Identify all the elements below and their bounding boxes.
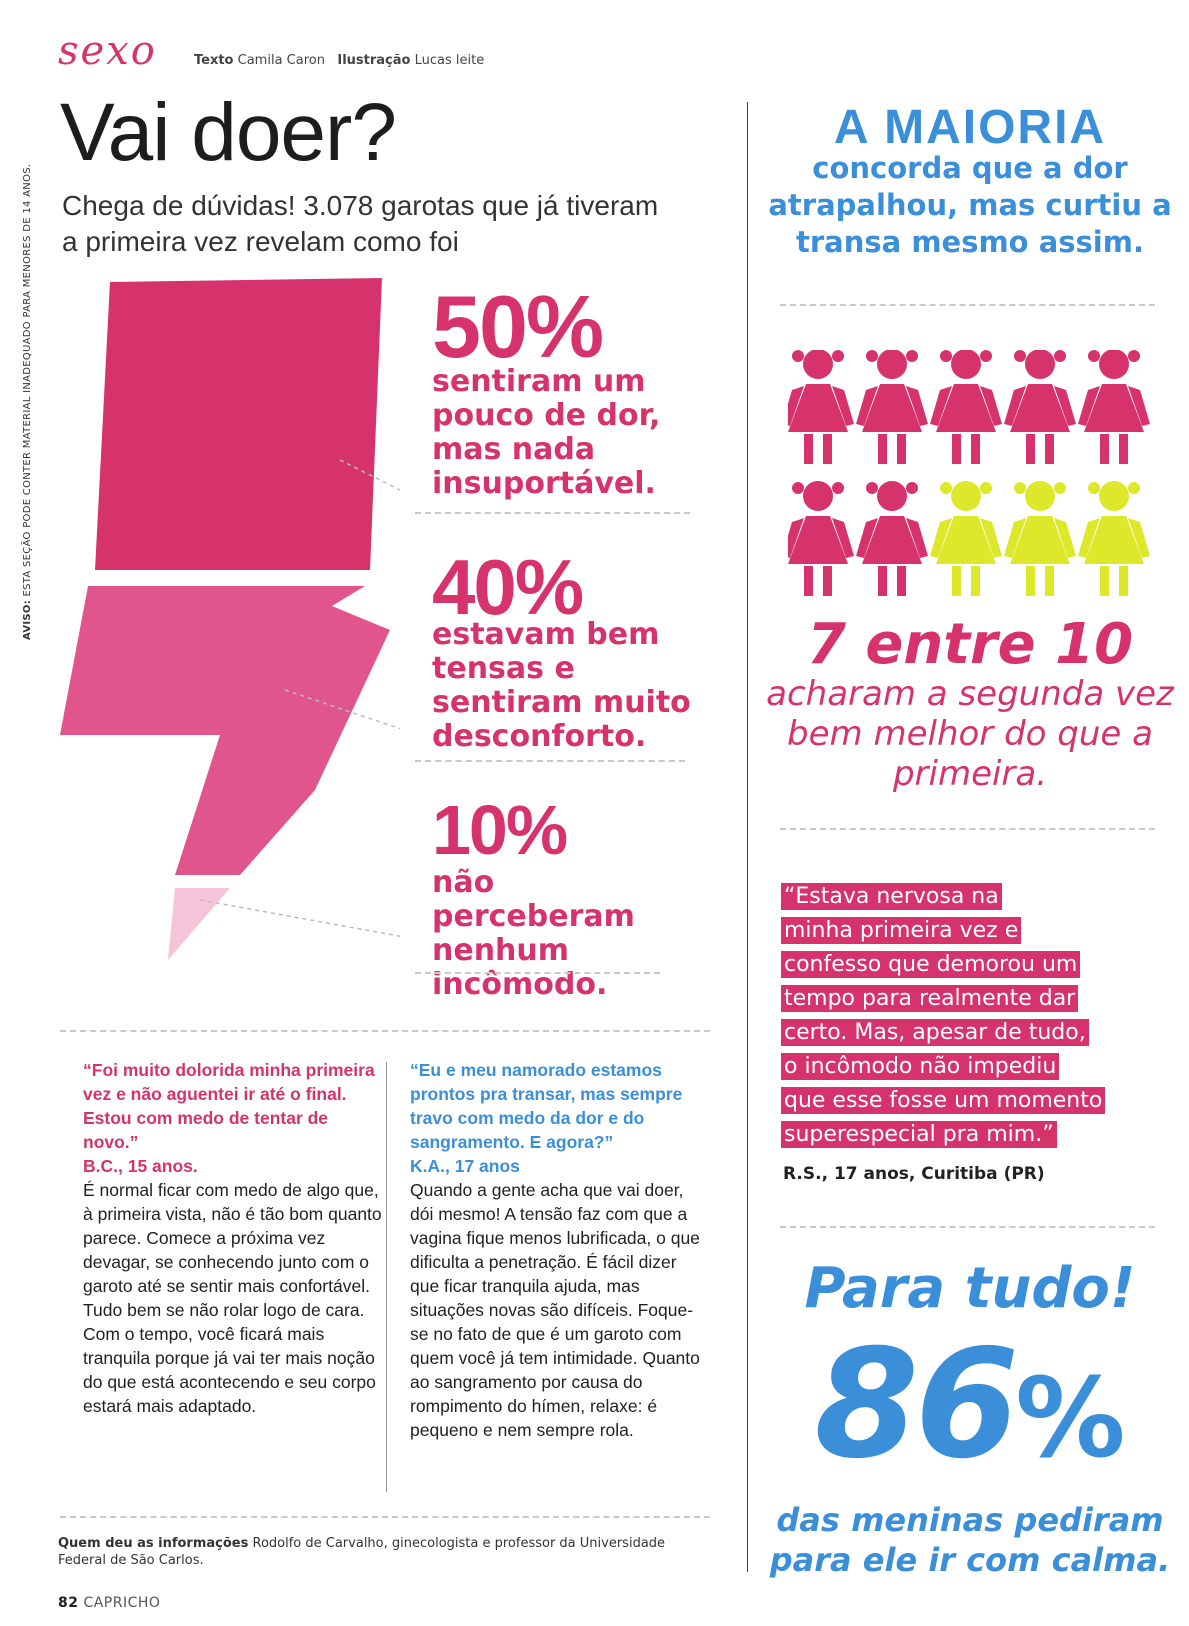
testimonial-line: que esse fosse um momento	[781, 1087, 1105, 1114]
para-tudo-heading: Para tudo!	[804, 1256, 1136, 1321]
credits-illustration-author: Lucas leite	[414, 53, 485, 68]
stat-10-divider	[415, 972, 660, 974]
qa-2-question: “Eu e meu namorado estamos prontos pra transar, mas sempre travo com medo da dor e do sangramento. E agora?”	[410, 1060, 683, 1152]
credits-text-label: Texto	[194, 53, 234, 68]
age-warning-label: AVISO:	[22, 599, 33, 640]
source-divider	[60, 1516, 710, 1518]
stat-40-divider	[415, 760, 685, 762]
section-tag: sexo	[58, 28, 157, 74]
qa-2-author: K.A., 17 anos	[410, 1156, 520, 1176]
sidebar-divider-1	[780, 304, 1155, 306]
girl-icon	[856, 481, 928, 596]
page-number: 82	[58, 1595, 79, 1611]
ratio-text: acharam a segunda vez bem melhor do que a primeira.	[766, 674, 1174, 794]
sidebar-divider-3	[780, 1226, 1155, 1228]
source-text: Rodolfo de Carvalho, ginecologista e professor da Universidade Federal de São Carlos.	[58, 1536, 666, 1568]
stat-40-text: estavam bem tensas e sentiram muito desconforto.	[432, 617, 691, 754]
girl-icon	[856, 350, 928, 464]
stat-50-value: 50%	[432, 277, 603, 376]
qa-1-author: B.C., 15 anos.	[83, 1156, 198, 1176]
testimonial-line: minha primeira vez e	[781, 917, 1021, 944]
girl-icon	[788, 481, 854, 596]
qa-2-answer: Quando a gente acha que vai doer, dói mesmo! A tensão faz com que a vagina fique menos lubrificada, o que dificulta a penetração. É fácil dizer que ficar tranquila ajuda, mas situações novas são difíceis. Foque-se no fato de que é um garoto com quem você já tem intimidade. Quanto ao sangramento por causa do rompimento do hímen, relaxe: é pequeno e nem sempre rola.	[410, 1180, 700, 1440]
credits	[194, 53, 484, 68]
stat-10-text: não perceberam nenhum incômodo.	[432, 865, 635, 1002]
girl-icon	[1004, 481, 1076, 596]
sidebar-divider-2	[780, 828, 1155, 830]
age-warning	[22, 80, 33, 640]
testimonial-author: R.S., 17 anos, Curitiba (PR)	[783, 1164, 1045, 1184]
girl-icon	[1078, 481, 1150, 596]
bolt-segment-40	[60, 586, 390, 875]
testimonial-line: confesso que demorou um	[781, 951, 1080, 978]
article-title: Vai doer?	[60, 87, 396, 178]
big-percent-stat	[760, 1318, 1180, 1492]
page-footer	[58, 1595, 160, 1611]
qa-1-answer: É normal ficar com medo de algo que, à primeira vista, não é tão bom quanto parece. Comece a próxima vez devagar, se conhecendo junto com o garoto até se sentir mais confortável. Tudo bem se não rolar logo de cara. Com o tempo, você ficará mais tranquila porque já vai ter mais noção do que está acontecendo e seu corpo estará mais adaptado.	[83, 1180, 382, 1416]
girl-icon	[930, 481, 1002, 596]
maioria-title: A MAIORIA	[833, 101, 1107, 154]
stat-40-value: 40%	[432, 543, 583, 631]
testimonial-line: tempo para realmente dar	[781, 985, 1078, 1012]
girl-icon	[1004, 350, 1076, 464]
magazine-name: CAPRICHO	[83, 1595, 161, 1611]
testimonial-line: certo. Mas, apesar de tudo,	[781, 1019, 1089, 1046]
testimonial-quote	[781, 880, 1151, 1152]
stat-50-text: sentiram um pouco de dor, mas nada insuportável.	[432, 364, 661, 501]
leader-10	[200, 900, 400, 938]
source-note	[58, 1535, 708, 1569]
meninas-text: das meninas pediram para ele ir com calma.	[769, 1501, 1171, 1579]
stat-10-value: 10%	[432, 791, 567, 869]
big-percent-number: 86	[814, 1318, 1016, 1492]
ratio-value: 7 entre 10	[806, 612, 1134, 677]
bolt-segment-10	[168, 888, 230, 960]
qa-1-question: “Foi muito dolorida minha primeira vez e não aguentei ir até o final. Estou com medo de tentar de novo.”	[83, 1060, 375, 1152]
age-warning-text: ESTA SEÇÃO PODE CONTER MATERIAL INADEQUADO PARA MENORES DE 14 ANOS.	[22, 163, 33, 597]
credits-text-author: Camila Caron	[237, 53, 325, 68]
bolt-segment-50	[95, 278, 382, 570]
testimonial-line: “Estava nervosa na	[781, 883, 1002, 910]
qa-column-divider	[386, 1062, 387, 1492]
source-label: Quem deu as informações	[58, 1536, 249, 1551]
maioria-text: concorda que a dor atrapalhou, mas curtiu a transa mesmo assim.	[768, 151, 1172, 259]
girl-icons-grid	[788, 350, 1158, 612]
article-subtitle: Chega de dúvidas! 3.078 garotas que já tiveram a primeira vez revelam como foi	[62, 190, 659, 257]
column-divider	[747, 102, 748, 1572]
main-section-divider	[60, 1030, 710, 1032]
testimonial-line: o incômodo não impediu	[781, 1053, 1059, 1080]
credits-illustration-label: Ilustração	[337, 53, 411, 68]
qa-column-1	[83, 1058, 383, 1418]
big-percent-sign: %	[1015, 1354, 1126, 1482]
girl-icon	[1078, 350, 1150, 464]
stat-50-divider	[415, 512, 690, 514]
qa-column-2	[410, 1058, 700, 1442]
lightning-bolt-illustration	[40, 270, 400, 970]
testimonial-line: superespecial pra mim.”	[781, 1121, 1057, 1148]
girl-icon	[788, 350, 854, 464]
girl-icon	[930, 350, 1002, 464]
